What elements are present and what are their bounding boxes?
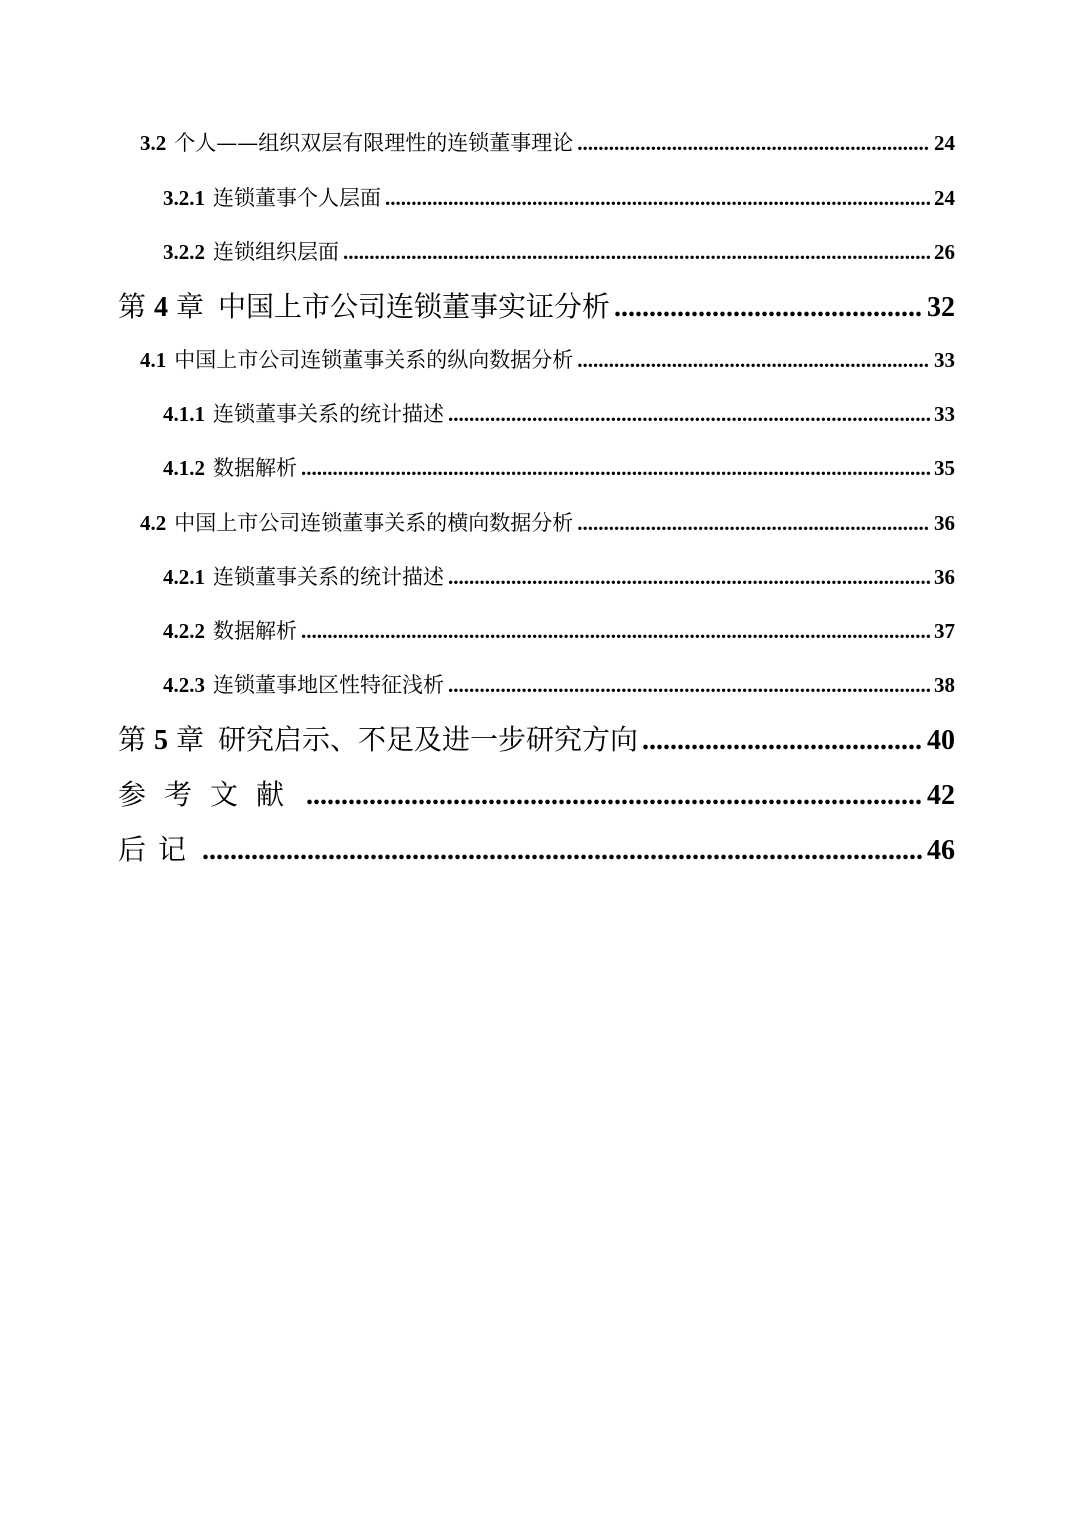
- toc-entry-title: 中国上市公司连锁董事关系的纵向数据分析: [174, 348, 574, 372]
- toc-entry[interactable]: [163, 398, 955, 428]
- toc-entry-number: 4.2.3: [163, 673, 205, 697]
- toc-chapter-suffix: 章: [176, 290, 205, 323]
- toc-leader-dots: [614, 292, 923, 324]
- toc-entry-title: 中国上市公司连锁董事实证分析: [218, 290, 611, 323]
- toc-entry-page: 32: [927, 292, 955, 323]
- toc-entry-title: 中国上市公司连锁董事关系的横向数据分析: [174, 511, 574, 535]
- toc-entry-page: 36: [934, 511, 955, 535]
- toc-entry-title: 个人——组织双层有限理性的连锁董事理论: [174, 131, 574, 155]
- toc-entry-page: 37: [934, 619, 955, 643]
- toc-entry-page: 46: [927, 835, 955, 866]
- toc-entry-title: 参考文献: [118, 778, 303, 811]
- toc-entry-number: 4.2.2: [163, 619, 205, 643]
- toc-entry-title: 连锁董事地区性特征浅析: [213, 673, 444, 697]
- toc-entry[interactable]: [163, 615, 955, 645]
- toc-leader-dots: [448, 402, 930, 427]
- toc-entry-page: 38: [934, 673, 955, 697]
- toc-chapter-number: 4: [154, 292, 169, 323]
- toc-leader-dots: [448, 673, 930, 698]
- toc-leader-dots: [577, 131, 930, 156]
- toc-entry[interactable]: [163, 182, 955, 212]
- toc-entry[interactable]: [163, 561, 955, 591]
- toc-leader-dots: [577, 511, 930, 536]
- toc-entry-title: 数据解析: [213, 456, 297, 480]
- toc-chapter-entry[interactable]: [118, 285, 955, 323]
- toc-entry[interactable]: [140, 127, 955, 157]
- toc-leader-dots: [642, 725, 923, 757]
- toc-entry-title: 连锁董事关系的统计描述: [213, 565, 444, 589]
- toc-entry[interactable]: [163, 452, 955, 482]
- toc-leader-dots: [202, 835, 923, 867]
- toc-entry-page: 42: [927, 780, 955, 811]
- toc-entry[interactable]: [163, 236, 955, 266]
- toc-entry-page: 33: [934, 402, 955, 426]
- toc-leader-dots: [385, 186, 930, 211]
- toc-entry-number: 4.1: [140, 348, 167, 372]
- toc-entry-number: 4.1.1: [163, 402, 205, 426]
- toc-entry-references[interactable]: [118, 773, 955, 811]
- toc-chapter-number: 5: [154, 725, 169, 756]
- toc-entry-number: 3.2: [140, 131, 167, 155]
- toc-chapter-prefix: 第: [118, 290, 147, 323]
- toc-entry-title: 数据解析: [213, 619, 297, 643]
- toc-chapter-entry[interactable]: [118, 718, 955, 756]
- toc-entry-page: 35: [934, 456, 955, 480]
- toc-leader-dots: [343, 240, 930, 265]
- toc-leader-dots: [301, 456, 930, 481]
- toc-entry-page: 36: [934, 565, 955, 589]
- toc-entry[interactable]: [163, 669, 955, 699]
- toc-entry-title: 连锁董事个人层面: [213, 186, 381, 210]
- toc-entry-number: 4.2.1: [163, 565, 205, 589]
- toc-leader-dots: [448, 565, 930, 590]
- toc-entry-title: 连锁组织层面: [213, 240, 339, 264]
- toc-entry-number: 4.2: [140, 511, 167, 535]
- toc-leader-dots: [577, 348, 930, 373]
- toc-entry[interactable]: [140, 344, 955, 374]
- toc-entry-title: 研究启示、不足及进一步研究方向: [218, 723, 639, 756]
- toc-entry-title: 连锁董事关系的统计描述: [213, 402, 444, 426]
- toc-entry-title: 后记: [118, 833, 199, 866]
- toc-leader-dots: [306, 780, 923, 812]
- toc-entry-page: 24: [934, 186, 955, 210]
- toc-leader-dots: [301, 619, 930, 644]
- toc-entry-number: 3.2.2: [163, 240, 205, 264]
- toc-entry-postscript[interactable]: [118, 828, 955, 866]
- toc-chapter-suffix: 章: [176, 723, 205, 756]
- toc-entry-page: 33: [934, 348, 955, 372]
- toc-entry-number: 4.1.2: [163, 456, 205, 480]
- toc-entry-page: 24: [934, 131, 955, 155]
- toc-entry-number: 3.2.1: [163, 186, 205, 210]
- toc-entry-page: 26: [934, 240, 955, 264]
- toc-entry-page: 40: [927, 725, 955, 756]
- toc-chapter-prefix: 第: [118, 723, 147, 756]
- toc-entry[interactable]: [140, 507, 955, 537]
